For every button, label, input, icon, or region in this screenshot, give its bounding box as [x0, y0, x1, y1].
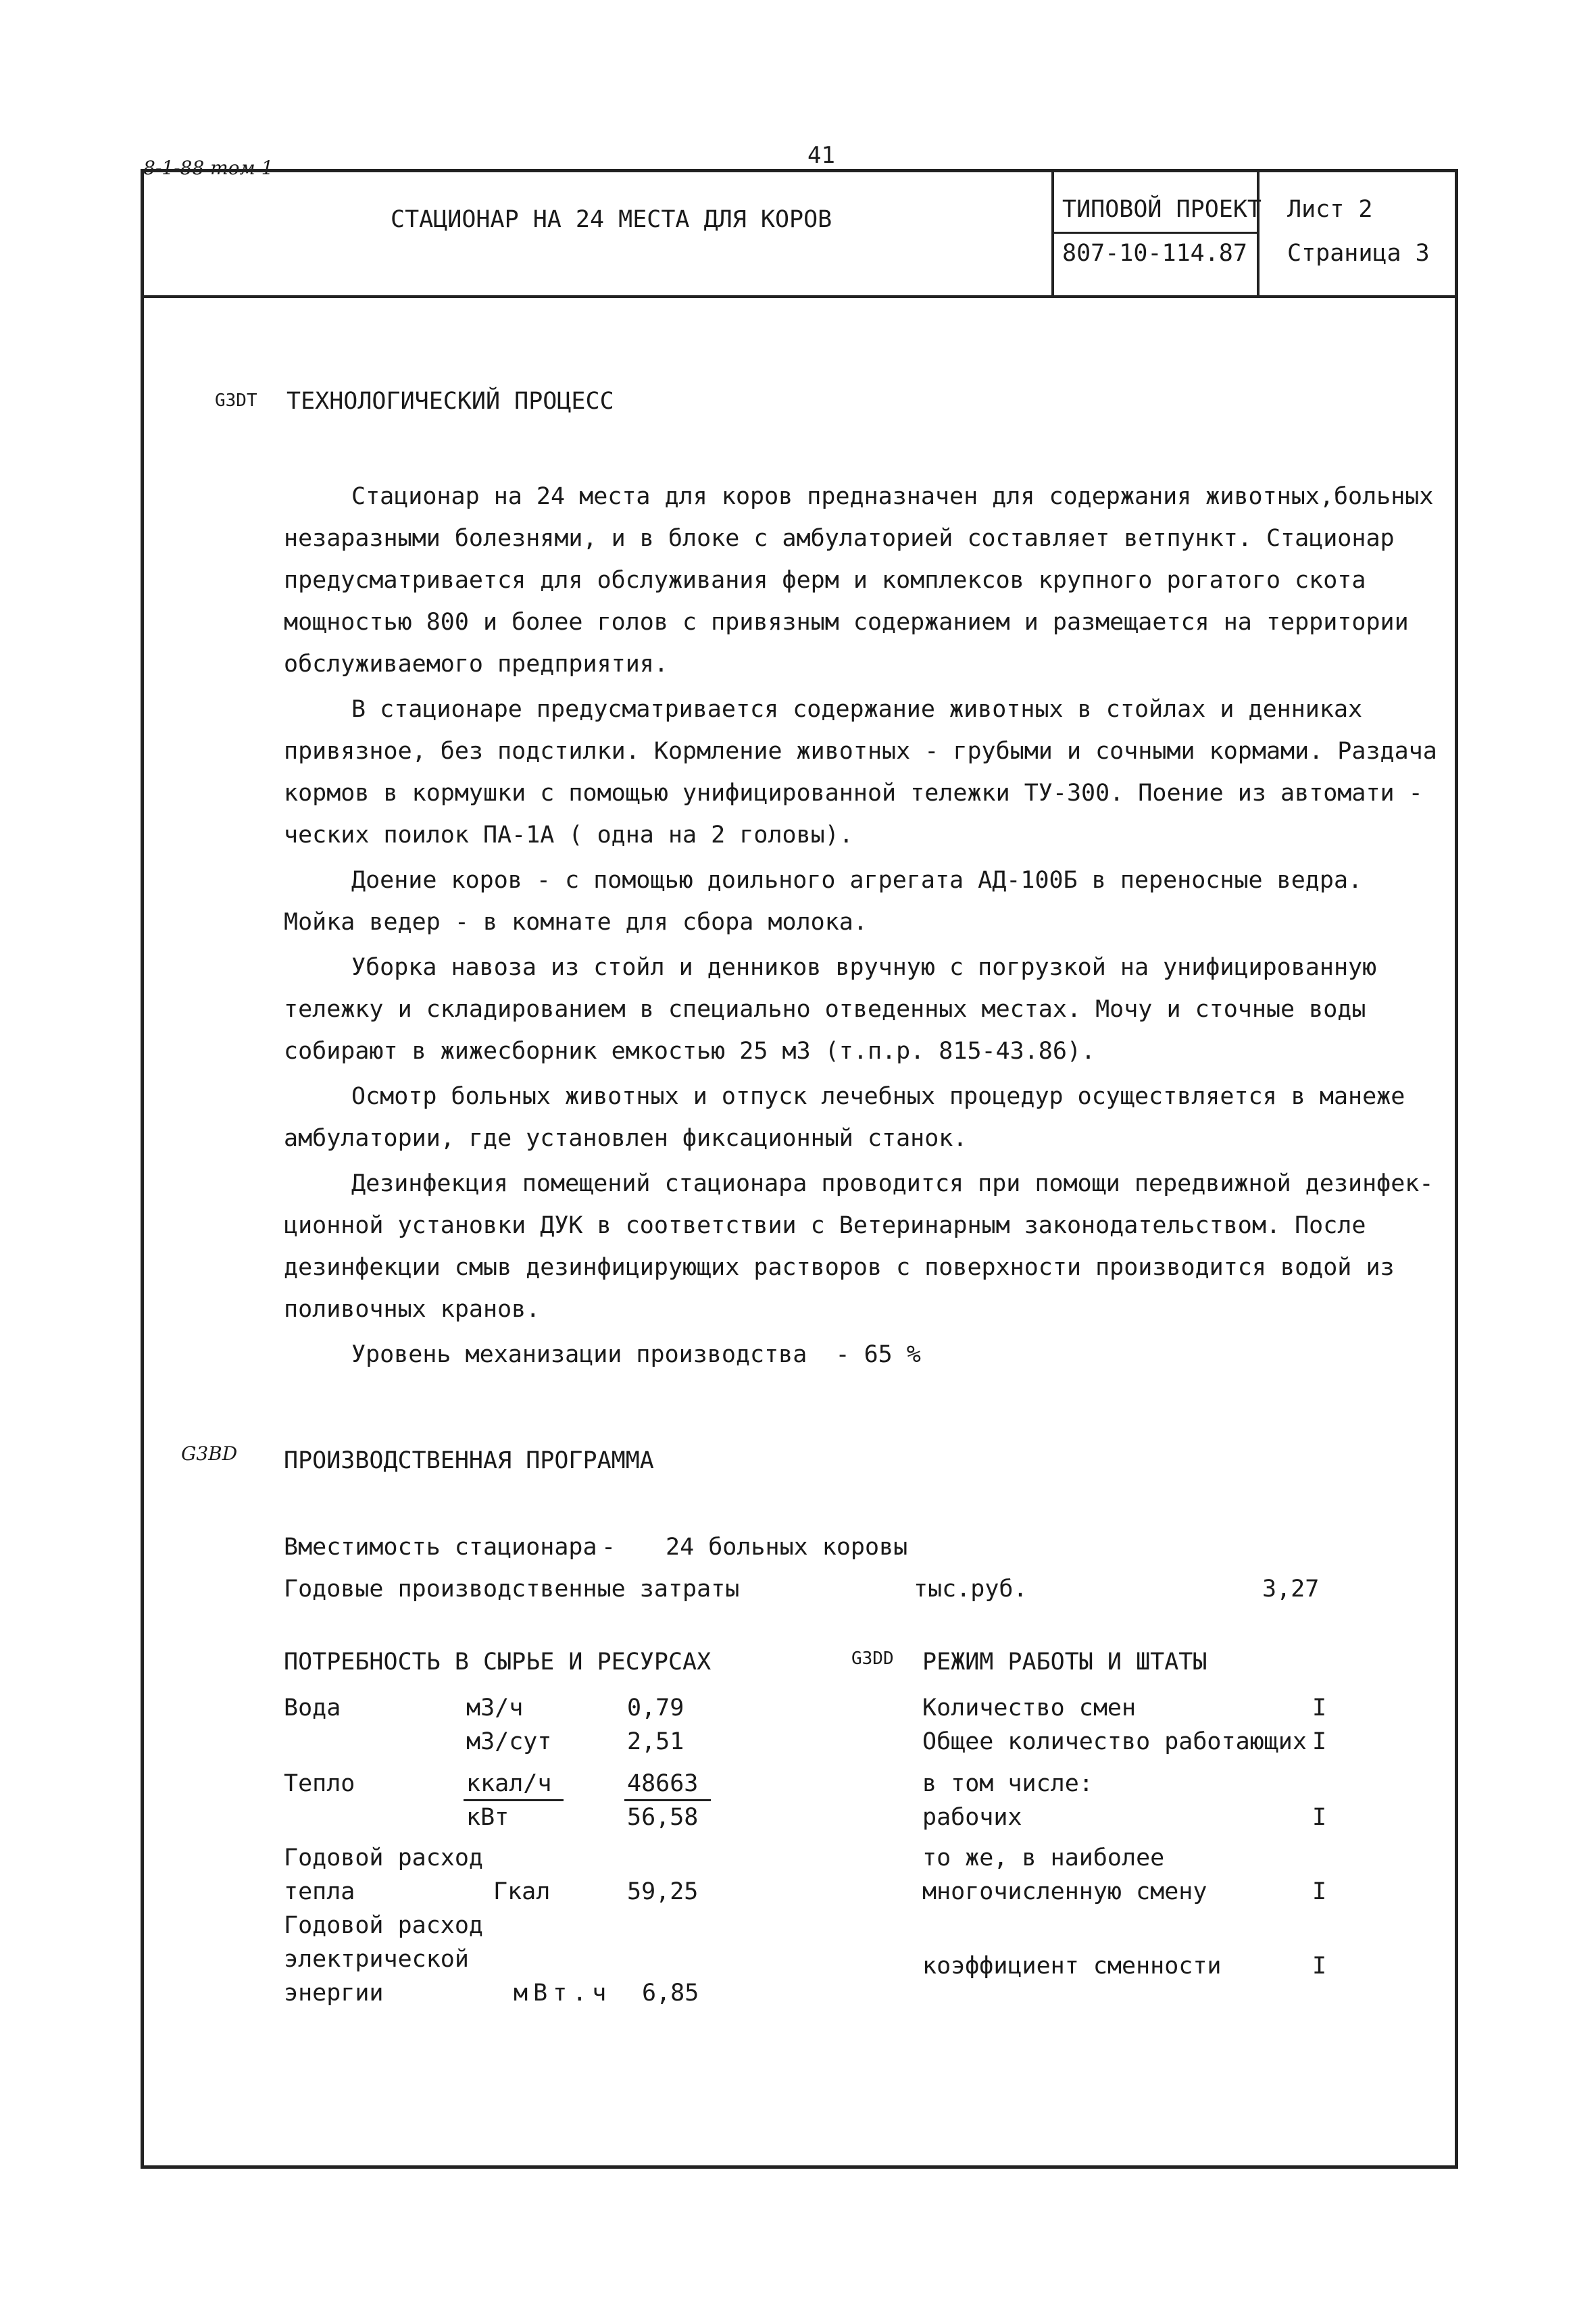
total-workers-label: Общее количество работающих: [922, 1728, 1307, 1755]
para-line: Дезинфекция помещений стационара проводится при помощи передвижной дезинфек-: [351, 1170, 1434, 1197]
heat-unit-underline: [464, 1799, 564, 1801]
water-value-day: 2,51: [627, 1728, 684, 1755]
para-line: Уровень механизации производства - 65 %: [351, 1341, 921, 1368]
para-line: незаразными болезнями, и в блоке с амбулаторией составляет ветпункт. Стационар: [284, 525, 1395, 552]
page-number: 41: [807, 142, 835, 169]
sheet-number: Лист 2: [1287, 196, 1373, 223]
heat-unit-kcal: ккал/ч: [466, 1770, 552, 1797]
costs-unit: тыс.руб.: [914, 1576, 1028, 1603]
resources-heading: ПОТРЕБНОСТЬ В СЫРЬЕ И РЕСУРСАХ: [284, 1649, 712, 1676]
project-label: ТИПОВОЙ ПРОЕКТ: [1062, 196, 1262, 223]
shift-coef-value: I: [1312, 1953, 1327, 1980]
water-label: Вода: [284, 1694, 341, 1721]
capacity-dash: -: [601, 1534, 616, 1561]
section2-heading: ПРОИЗВОДСТВЕННАЯ ПРОГРАММА: [284, 1447, 654, 1474]
total-workers-value: I: [1312, 1728, 1327, 1755]
header-divider: [141, 295, 1458, 298]
para-line: собирают в жижесборник емкостью 25 м3 (т.п.р. 815-43.86).: [284, 1038, 1096, 1065]
section1-heading: ТЕХНОЛОГИЧЕСКИЙ ПРОЦЕСС: [286, 388, 614, 415]
para-line: мощностью 800 и более голов с привязным содержанием и размещается на территории: [284, 609, 1409, 636]
water-value-hour: 0,79: [627, 1694, 684, 1721]
annual-el-label-3: энергии: [284, 1980, 384, 2007]
para-line: поливочных кранов.: [284, 1296, 541, 1323]
para-line: Мойка ведер - в комнате для сбора молока.: [284, 909, 868, 936]
section2-code: G3BD: [181, 1442, 238, 1465]
shifts-label: Количество смен: [922, 1694, 1137, 1721]
largest-shift-label: то же, в наиболее: [922, 1844, 1165, 1871]
para-line: Доение коров - с помощью доильного агрегата АД-100Б в переносные ведра.: [351, 867, 1363, 894]
largest-shift-value: I: [1312, 1878, 1327, 1905]
para-line: дезинфекции смыв дезинфицирующих растворов с поверхности производится водой из: [284, 1254, 1395, 1281]
annual-el-value: 6,85: [642, 1980, 699, 2007]
header-divider-right: [1257, 169, 1260, 297]
including-label: в том числе:: [922, 1770, 1093, 1797]
section1-code: G3DT: [215, 391, 257, 411]
annual-el-label: Годовой расход: [284, 1912, 484, 1939]
annual-el-label-2: электрической: [284, 1946, 469, 1973]
para-line: привязное, без подстилки. Кормление животных - грубыми и сочными кормами. Раздача: [284, 738, 1437, 765]
para-line: Осмотр больных животных и отпуск лечебных процедур осуществляется в манеже: [351, 1083, 1405, 1110]
heat-value-underline: [624, 1799, 711, 1801]
shifts-value: I: [1312, 1694, 1327, 1721]
costs-label: Годовые производственные затраты: [284, 1576, 740, 1603]
para-line: ционной установки ДУК в соответствии с Ветеринарным законодательством. После: [284, 1212, 1366, 1239]
annual-heat-unit: Гкал: [493, 1878, 551, 1905]
annual-el-unit: мВт.ч: [514, 1980, 612, 2007]
header-cell-divider: [1054, 232, 1257, 234]
capacity-label: Вместимость стационара: [284, 1534, 597, 1561]
para-line: тележку и складированием в специально отведенных местах. Мочу и сточные воды: [284, 996, 1366, 1023]
staff-code: G3DD: [851, 1649, 894, 1669]
heat-value-kw: 56,58: [627, 1804, 699, 1831]
workers-value: I: [1312, 1804, 1327, 1831]
para-line: Уборка навоза из стойл и денников вручную с погрузкой на унифицированную: [351, 954, 1377, 981]
page-title: СТАЦИОНАР НА 24 МЕСТА ДЛЯ КОРОВ: [391, 206, 832, 233]
annual-heat-value: 59,25: [627, 1878, 699, 1905]
heat-unit-kw: кВт: [466, 1804, 509, 1831]
shift-coef-label: коэффициент сменности: [922, 1953, 1222, 1980]
para-line: кормов в кормушки с помощью унифицированной тележки ТУ-300. Поение из автомати -: [284, 780, 1423, 807]
para-line: В стационаре предусматривается содержание животных в стойлах и денниках: [351, 696, 1363, 723]
annual-heat-label: Годовой расход: [284, 1844, 484, 1871]
water-unit-hour: м3/ч: [466, 1694, 524, 1721]
heat-label: Тепло: [284, 1770, 355, 1797]
para-line: предусматривается для обслуживания ферм и комплексов крупного рогатого скота: [284, 567, 1366, 594]
para-line: амбулатории, где установлен фиксационный станок.: [284, 1125, 968, 1152]
annual-heat-label-2: тепла: [284, 1878, 355, 1905]
para-line: ческих поилок ПА-1А ( одна на 2 головы).: [284, 822, 853, 849]
staff-heading: РЕЖИМ РАБОТЫ И ШТАТЫ: [922, 1649, 1207, 1676]
heat-value-kcal: 48663: [627, 1770, 699, 1797]
costs-value: 3,27: [1262, 1576, 1320, 1603]
para-line: обслуживаемого предприятия.: [284, 651, 668, 678]
series-note: 8-1-88 том 1: [143, 157, 274, 179]
para-line: Стационар на 24 места для коров предназначен для содержания животных,больных: [351, 483, 1434, 510]
page-ref: Страница 3: [1287, 240, 1430, 267]
project-code: 807-10-114.87: [1062, 240, 1247, 267]
capacity-value: 24 больных коровы: [666, 1534, 908, 1561]
water-unit-day: м3/сут: [466, 1728, 552, 1755]
workers-label: рабочих: [922, 1804, 1022, 1831]
largest-shift-label-2: многочисленную смену: [922, 1878, 1207, 1905]
